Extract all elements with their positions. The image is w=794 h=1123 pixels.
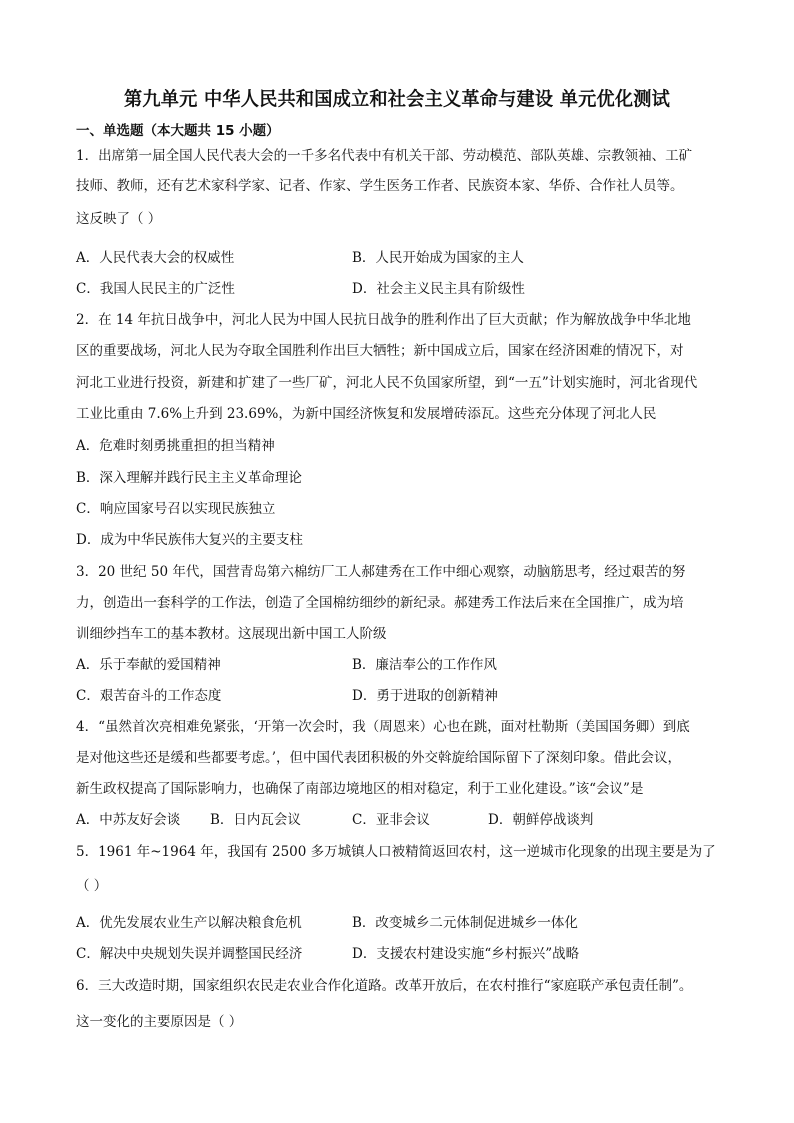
question-text-line: 新生政权提高了国际影响力，也确保了南部边境地区的相对稳定，利于工业化建设。”该“会议”是 [76,781,644,797]
option-c[interactable]: C．亚非会议 [352,812,430,828]
option-a[interactable]: A．中苏友好会谈 [76,812,181,828]
option-d[interactable]: D．支援农村建设实施“乡村振兴”战略 [352,946,580,962]
option-b[interactable]: B．改变城乡二元体制促进城乡一体化 [352,915,578,931]
question-text-line: 是对他这些还是缓和些都要考虑。’，但中国代表团积极的外交斡旋给国际留下了深刻印象。借此会议， [76,750,682,766]
option-d[interactable]: D．社会主义民主具有阶级性 [352,281,525,297]
question-text-line: 6．三大改造时期，国家组织农民走农业合作化道路。改革开放后，在农村推行“家庭联产承包责任制”。 [76,978,693,994]
question-text-line: 这一变化的主要原因是（ ） [76,1014,243,1030]
option-d[interactable]: D．勇于进取的创新精神 [352,688,498,704]
question-text-line: 3．20 世纪 50 年代，国营青岛第六棉纺厂工人郝建秀在工作中细心观察，动脑筋思考，经过艰苦的努 [76,564,686,580]
question-text-line: 训细纱挡车工的基本教材。这展现出新中国工人阶级 [76,626,387,642]
question-text-line: 河北工业进行投资，新建和扩建了一些厂矿，河北人民不负国家所望，到“一五”计划实施时，河北省现代 [76,375,698,391]
question-text-line: 2．在 14 年抗日战争中，河北人民为中国人民抗日战争的胜利作出了巨大贡献；作为解放战争中华北地 [76,312,691,328]
option-b[interactable]: B．日内瓦会议 [210,812,301,828]
question-text-line: 1．出席第一届全国人民代表大会的一千多名代表中有机关干部、劳动模范、部队英雄、宗教领袖、工矿 [76,148,693,164]
question-text-line: 工业比重由 7.6%上升到 23.69%，为新中国经济恢复和发展增砖添瓦。这些充分体现了河北人民 [76,406,657,422]
question-text-line: 力，创造出一套科学的工作法，创造了全国棉纺细纱的新纪录。郝建秀工作法后来在全国推广，成为培 [76,595,684,611]
option-c[interactable]: C．解决中央规划失误并调整国民经济 [76,946,303,962]
option-d[interactable]: D．成为中华民族伟大复兴的主要支柱 [76,532,303,548]
option-c[interactable]: C．我国人民民主的广泛性 [76,281,235,297]
question-text-line: 4．“虽然首次亮相难免紧张，‘开第一次会时，我（周恩来）心也在跳，面对杜勒斯（美国国务卿）到底 [76,719,690,735]
option-a[interactable]: A．优先发展农业生产以解决粮食危机 [76,915,302,931]
option-b[interactable]: B．深入理解并践行民主主义革命理论 [76,470,302,486]
question-text-line: 5．1961 年~1964 年，我国有 2500 多万城镇人口被精简返回农村，这一逆城市化现象的出现主要是为了 [76,844,716,860]
question-text-line: 区的重要战场，河北人民为夺取全国胜利作出巨大牺牲；新中国成立后，国家在经济困难的情况下，对 [76,343,684,359]
document-title: 第九单元 中华人民共和国成立和社会主义革命与建设 单元优化测试 [123,88,671,110]
option-a[interactable]: A．乐于奉献的爱国精神 [76,657,221,673]
question-text-line: 技师、教师，还有艺术家科学家、记者、作家、学生医务工作者、民族资本家、华侨、合作社人员等。 [76,178,684,194]
option-c[interactable]: C．响应国家号召以实现民族独立 [76,501,276,517]
question-text-line: （ ） [76,878,108,894]
option-b[interactable]: B．廉洁奉公的工作作风 [352,657,497,673]
section-heading: 一、单选题（本大题共 15 小题） [76,123,280,139]
option-d[interactable]: D．朝鲜停战谈判 [488,812,594,828]
question-text-line: 这反映了（ ） [76,211,162,227]
option-a[interactable]: A．人民代表大会的权威性 [76,250,235,266]
option-a[interactable]: A．危难时刻勇挑重担的担当精神 [76,438,275,454]
option-b[interactable]: B．人民开始成为国家的主人 [352,250,524,266]
option-c[interactable]: C．艰苦奋斗的工作态度 [76,688,222,704]
